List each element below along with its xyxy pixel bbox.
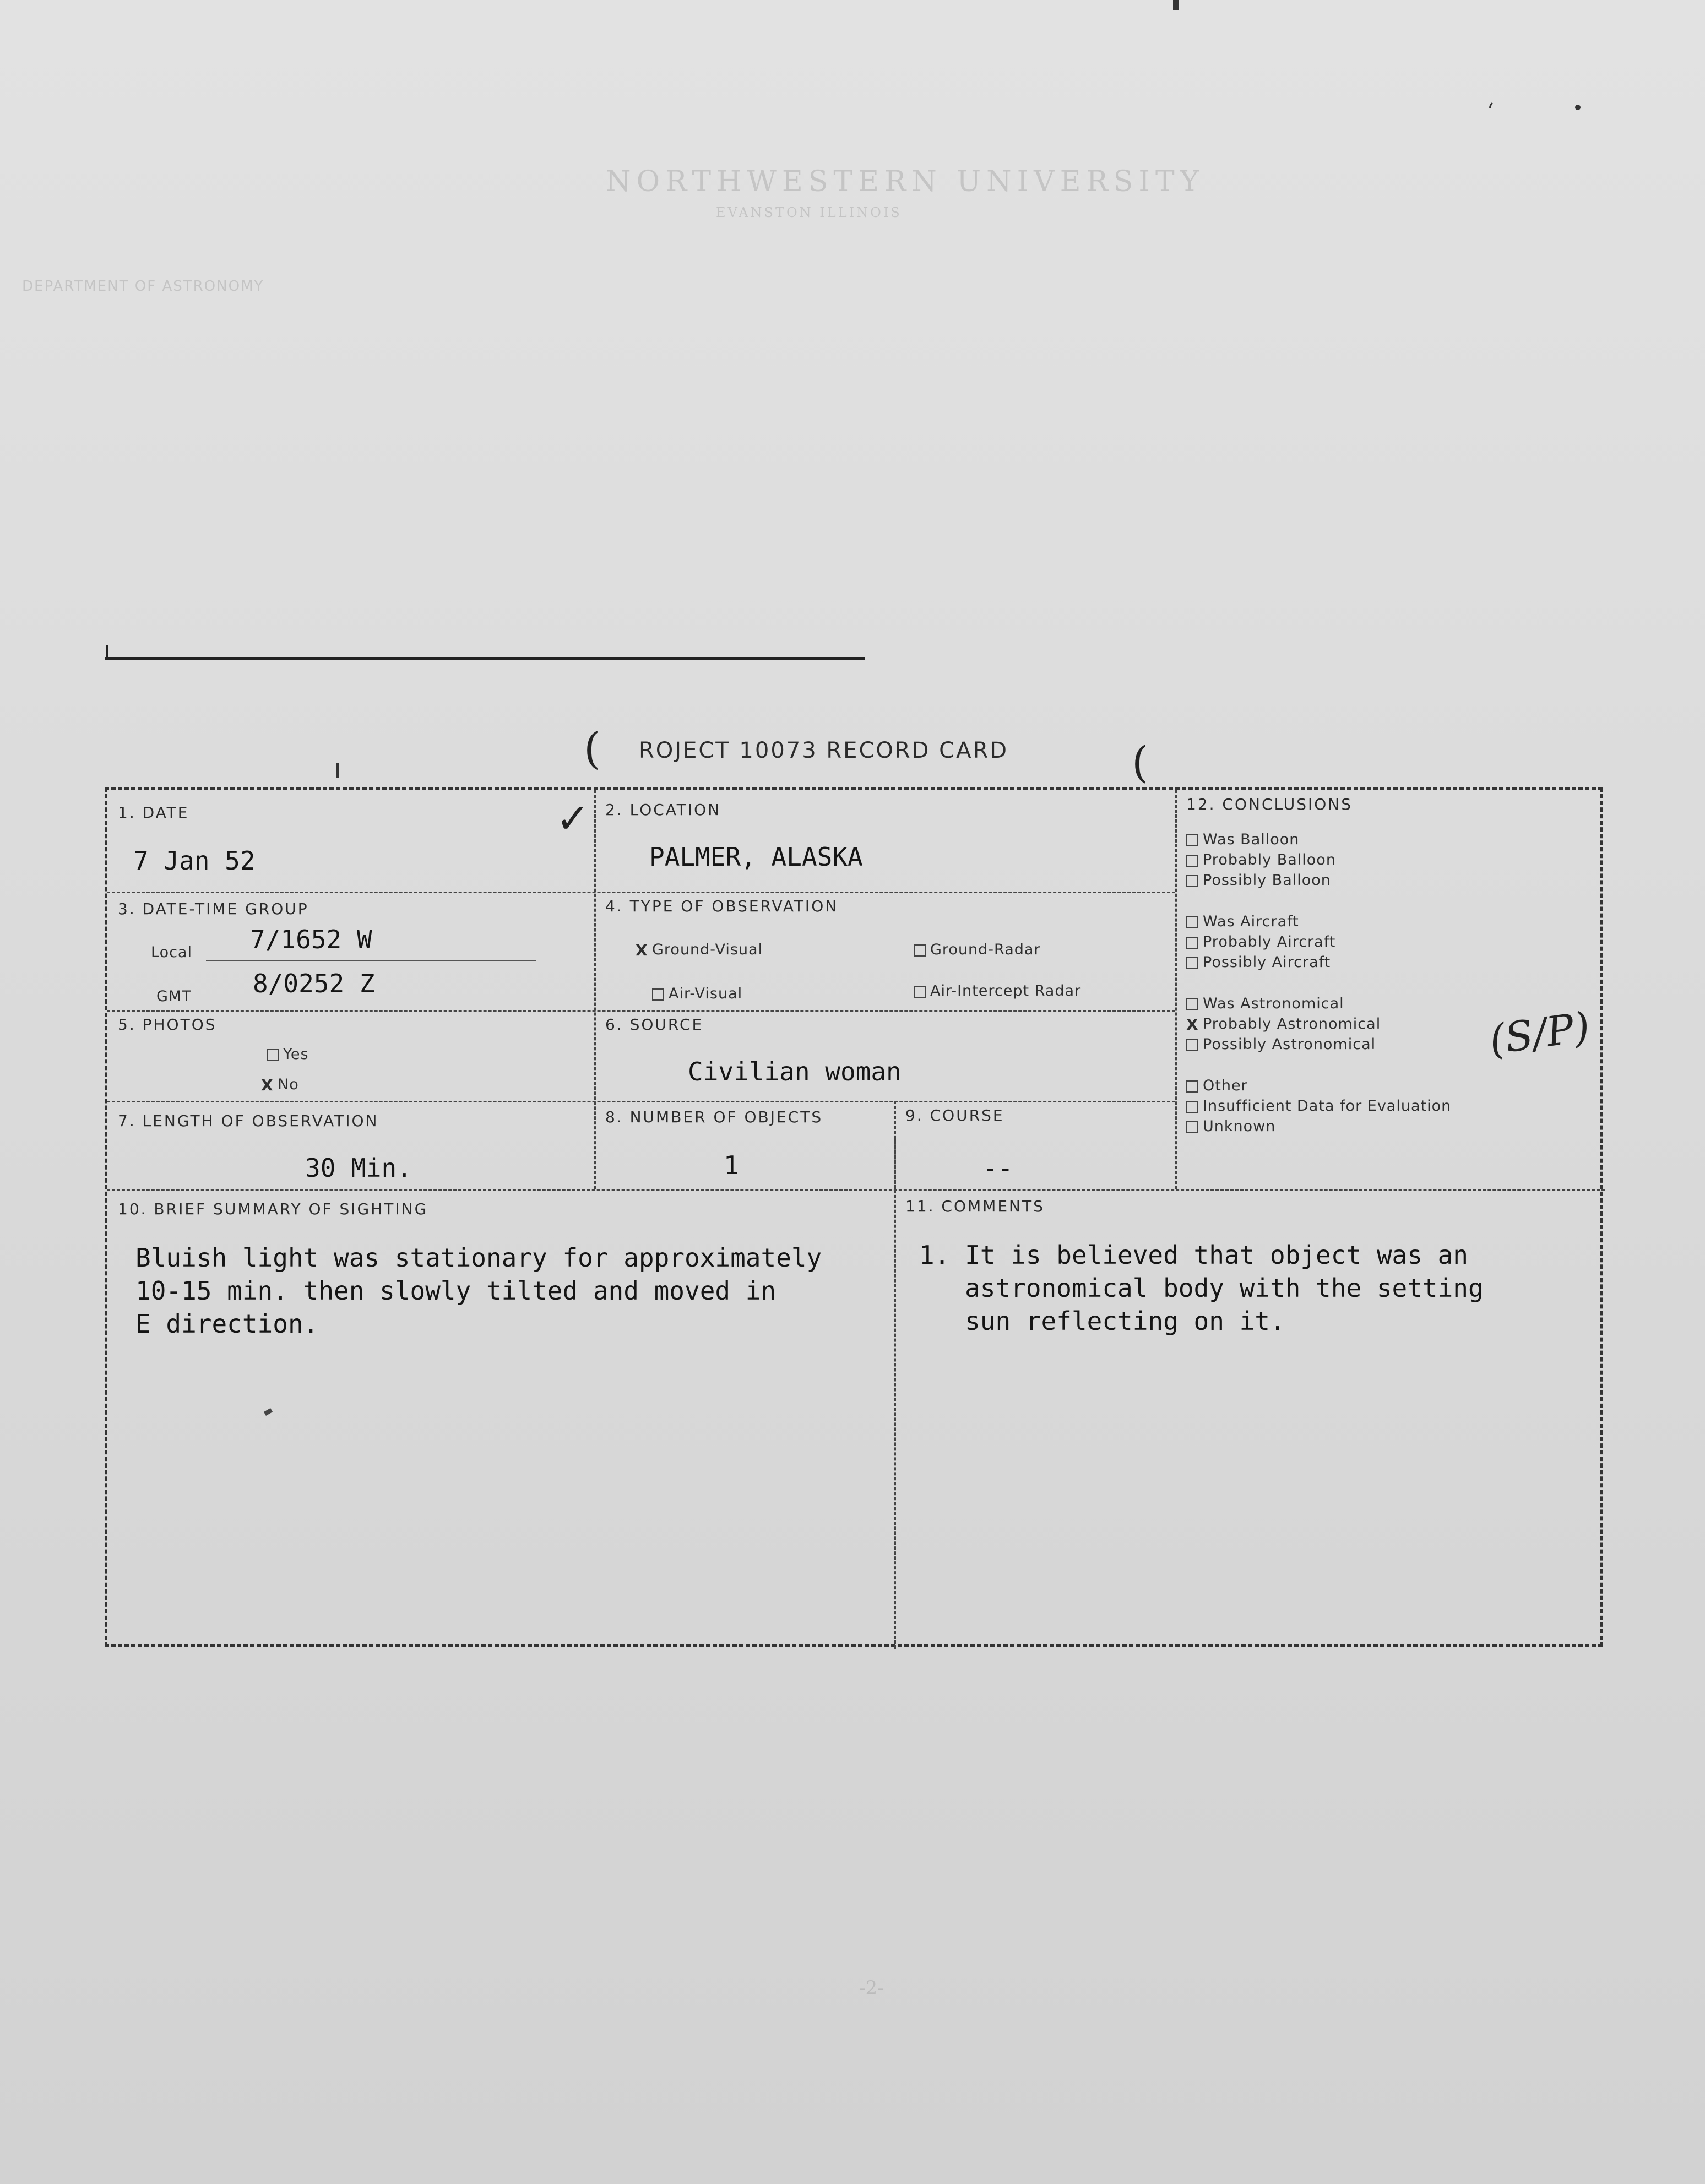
row-divider-2 <box>107 1010 1175 1012</box>
conclusion-was-balloon <box>1186 831 1594 848</box>
conclusion-was-aircraft <box>1186 913 1594 930</box>
type-label: 4. TYPE OF OBSERVATION <box>605 897 839 915</box>
conclusion-label: Possibly Astronomical <box>1203 1036 1376 1053</box>
conclusion-label: Possibly Balloon <box>1203 872 1331 889</box>
summary-label: 10. BRIEF SUMMARY OF SIGHTING <box>118 1200 428 1218</box>
type-option-label: Ground-Visual <box>652 941 763 958</box>
type-option-air-visual <box>652 985 742 1002</box>
conclusion-probably-aircraft <box>1186 933 1594 950</box>
photos-label: 5. PHOTOS <box>118 1015 217 1034</box>
summary-text: Bluish light was stationary for approximately 10-15 min. then slowly tilted and moved in E direction. <box>135 1243 822 1339</box>
local-underline <box>206 960 536 961</box>
type-option-label: Air-Intercept Radar <box>930 982 1082 999</box>
photos-yes-label: Yes <box>283 1046 309 1063</box>
stray-mark <box>336 763 339 778</box>
date-label: 1. DATE <box>118 803 189 822</box>
ghost-page-number: -2- <box>859 1977 884 1999</box>
conclusion-possibly-aircraft <box>1186 954 1594 971</box>
checkbox-icon <box>1186 998 1198 1010</box>
gmt-label: GMT <box>156 988 192 1005</box>
course-label: 9. COURSE <box>905 1106 1004 1124</box>
checkbox-icon <box>914 944 926 957</box>
top-rule-tick <box>106 645 108 660</box>
checkbox-icon <box>1186 875 1198 887</box>
gmt-value: 8/0252 Z <box>253 969 375 998</box>
conclusion-label: Probably Astronomical <box>1203 1015 1381 1033</box>
type-option-ground-radar <box>914 941 1041 958</box>
number-value: 1 <box>724 1150 739 1180</box>
right-paren: ( <box>1132 738 1149 787</box>
checkbox-icon <box>652 988 664 1001</box>
conclusion-unknown <box>1186 1118 1594 1135</box>
conclusion-other <box>1186 1077 1594 1094</box>
row-divider-1 <box>107 892 1175 893</box>
conclusion-probably-balloon <box>1186 851 1594 868</box>
checked-box-icon: X <box>1186 1015 1199 1034</box>
location-value: PALMER, ALASKA <box>649 842 863 872</box>
checkbox-icon <box>1186 1080 1198 1093</box>
checkbox-icon <box>267 1049 279 1061</box>
left-paren: ( <box>584 724 601 774</box>
source-value: Civilian woman <box>688 1057 902 1086</box>
conclusion-label: Was Aircraft <box>1203 913 1299 930</box>
ghost-department: DEPARTMENT OF ASTRONOMY <box>22 278 264 295</box>
type-option-label: Air-Visual <box>669 985 743 1002</box>
checkbox-icon <box>1186 855 1198 867</box>
photos-yes-option <box>267 1046 309 1063</box>
checked-box-icon: X <box>261 1075 274 1094</box>
local-value: 7/1652 W <box>250 925 372 954</box>
handwritten-note: (S/P) <box>1486 1003 1593 1064</box>
photos-no-label: No <box>278 1076 299 1093</box>
comments-text: 1. It is believed that object was an astronomical body with the setting sun reflecting on it. <box>919 1240 1484 1336</box>
top-rule <box>105 657 865 660</box>
checkbox-icon <box>1186 1121 1198 1133</box>
conclusion-label: Insufficient Data for Evaluation <box>1203 1098 1452 1115</box>
conclusion-label: Other <box>1203 1077 1248 1094</box>
location-label: 2. LOCATION <box>605 801 721 819</box>
conclusion-possibly-balloon <box>1186 872 1594 889</box>
comments-label: 11. COMMENTS <box>905 1197 1045 1215</box>
number-label: 8. NUMBER OF OBJECTS <box>605 1108 823 1126</box>
conclusion-label: Unknown <box>1203 1118 1276 1135</box>
source-label: 6. SOURCE <box>605 1015 704 1034</box>
stray-mark <box>1173 0 1179 10</box>
checkbox-icon <box>1186 937 1198 949</box>
record-card <box>105 787 1603 1647</box>
ghost-university-header: NORTHWESTERN UNIVERSITY <box>606 165 1204 198</box>
card-title: ROJECT 10073 RECORD CARD <box>639 738 1009 763</box>
type-option-ground-visual <box>636 941 763 958</box>
checkbox-icon <box>914 986 926 998</box>
conclusion-label: Was Balloon <box>1203 831 1300 848</box>
local-label: Local <box>151 944 192 961</box>
col-divider-1 <box>594 790 596 1189</box>
conclusion-label: Probably Balloon <box>1203 851 1336 868</box>
conclusion-label: Possibly Aircraft <box>1203 954 1331 971</box>
type-option-air-intercept-radar <box>914 982 1081 999</box>
length-label: 7. LENGTH OF OBSERVATION <box>118 1112 379 1130</box>
conclusions-list <box>1186 831 1594 1135</box>
checked-box-icon: X <box>636 941 648 959</box>
checkbox-icon <box>1186 1101 1198 1113</box>
col-divider-2 <box>1175 790 1177 1189</box>
course-value: -- <box>982 1153 1013 1183</box>
checkbox-icon <box>1186 1039 1198 1051</box>
checkbox-icon <box>1186 834 1198 846</box>
conclusions-label: 12. CONCLUSIONS <box>1186 795 1353 813</box>
row-divider-4 <box>107 1189 1605 1191</box>
type-option-label: Ground-Radar <box>930 941 1041 958</box>
photos-no-option <box>261 1076 299 1093</box>
checkbox-icon <box>1186 916 1198 928</box>
stray-mark <box>1575 105 1581 110</box>
stray-mark: ‘ <box>1487 99 1494 124</box>
checkbox-icon <box>1186 957 1198 969</box>
conclusion-label: Was Astronomical <box>1203 995 1344 1012</box>
ghost-city: EVANSTON ILLINOIS <box>716 205 902 220</box>
conclusion-label: Probably Aircraft <box>1203 933 1336 950</box>
date-value: 7 Jan 52 <box>133 846 256 876</box>
length-value: 30 Min. <box>305 1153 412 1183</box>
checkmark-icon: ✓ <box>556 795 590 843</box>
dtg-label: 3. DATE-TIME GROUP <box>118 900 309 918</box>
conclusion-insufficient-data <box>1186 1098 1594 1115</box>
conclusion-was-astronomical <box>1186 995 1594 1012</box>
row-divider-3 <box>107 1101 1175 1102</box>
col-divider-4 <box>894 1137 896 1189</box>
